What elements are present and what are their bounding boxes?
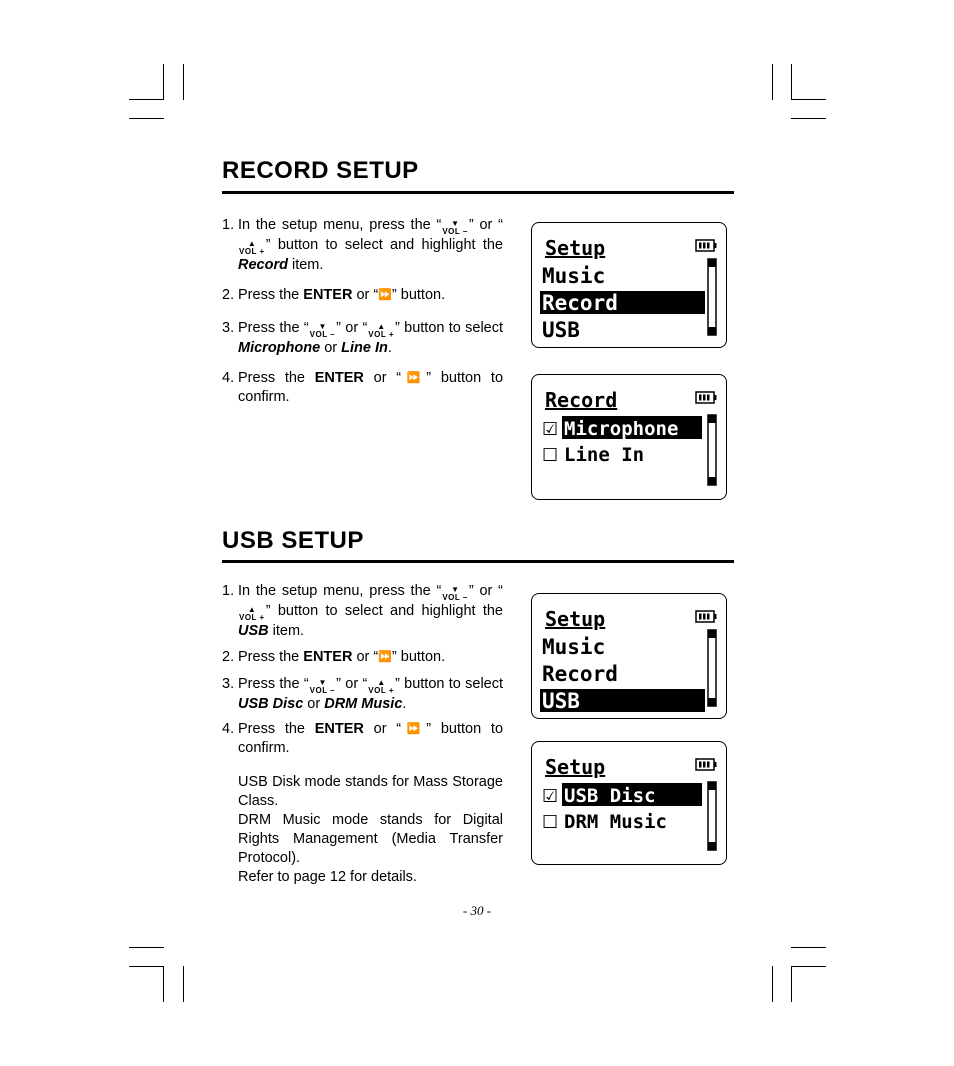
step-text (238, 216, 503, 276)
section-title-usb-setup: USB SETUP (222, 527, 364, 554)
step-2 (222, 286, 503, 306)
lcd-title: Setup (545, 607, 606, 631)
crop-mark (791, 64, 792, 100)
fast-forward-icon: ⏩ (378, 650, 392, 663)
section-rule (222, 191, 734, 194)
step-4 (222, 720, 503, 759)
text: ” or “ (336, 676, 368, 692)
page-number: - 30 - (462, 903, 492, 918)
lcd-menu-item: Music (542, 264, 606, 288)
crop-mark (129, 118, 164, 119)
lcd-menu-item: Music (542, 635, 606, 659)
step-text (238, 286, 503, 306)
step-1 (222, 216, 503, 276)
vol-label: VOL + (239, 613, 265, 622)
crop-mark (183, 64, 184, 100)
crop-mark (791, 118, 826, 119)
crop-mark (163, 966, 164, 1002)
step-3 (222, 675, 503, 715)
step-text (238, 582, 503, 642)
lcd-menu-item: Record (542, 291, 618, 315)
step-number: 2. (222, 648, 235, 665)
vol-down-icon (310, 679, 335, 695)
text: Press the “ (238, 320, 309, 336)
lcd-menu-item: USB (542, 689, 580, 713)
crop-mark (129, 966, 164, 967)
option-name: DRM Music (324, 696, 403, 712)
text: ” or “ (336, 320, 368, 336)
text: Press the (238, 369, 315, 386)
vol-label: VOL + (368, 686, 394, 695)
vol-up-icon (239, 606, 265, 622)
battery-icon (696, 611, 717, 622)
checkbox-empty-icon: ☐ (542, 812, 559, 833)
vol-down-icon (442, 586, 467, 602)
text: In the setup menu, press the “ (238, 583, 442, 599)
text: item. (268, 623, 305, 639)
lcd-title: Record (545, 388, 618, 412)
text: ” button to select (395, 676, 504, 692)
text: ” button. (391, 648, 446, 665)
text: ” button to confirm. (238, 720, 504, 756)
step-number: 4. (222, 720, 235, 737)
crop-mark (772, 966, 773, 1002)
crop-mark (791, 99, 826, 100)
checkbox-checked-icon: ☑ (542, 419, 559, 440)
enter-label: ENTER (303, 286, 353, 303)
usb-mode-notes (238, 773, 503, 887)
lcd-screen (531, 222, 727, 348)
arrow-down-icon: ▼ (318, 678, 327, 687)
text: In the setup menu, press the “ (238, 217, 442, 233)
fast-forward-icon: ⏩ (401, 371, 427, 384)
fast-forward-icon: ⏩ (378, 288, 392, 301)
step-1 (222, 582, 503, 642)
lcd-title: Setup (545, 236, 606, 260)
battery-icon (696, 759, 717, 770)
lcd-display (532, 742, 726, 864)
checkbox-checked-icon: ☑ (542, 786, 559, 807)
crop-mark (129, 947, 164, 948)
lcd-menu-item: Microphone (564, 418, 679, 440)
text: or “ (352, 648, 379, 665)
step-4 (222, 369, 503, 408)
lcd-screen (531, 741, 727, 865)
fast-forward-icon: ⏩ (401, 722, 427, 735)
scrollbar (708, 630, 716, 706)
step-text (238, 369, 503, 408)
crop-mark (772, 64, 773, 100)
text: ” button to select (395, 320, 504, 336)
crop-mark (791, 947, 826, 948)
enter-label: ENTER (314, 369, 364, 386)
text: item. (287, 257, 324, 273)
note-refer-page: Refer to page 12 for details. (238, 869, 417, 885)
step-text (238, 648, 503, 668)
crop-mark (163, 64, 164, 100)
lcd-title: Setup (545, 755, 606, 779)
text: or “ (363, 369, 402, 386)
text: ” button to select and highlight the (265, 603, 503, 619)
step-text (238, 720, 503, 759)
text: . (387, 340, 392, 356)
scrollbar (708, 259, 716, 335)
crop-mark (791, 966, 826, 967)
battery-icon (696, 240, 717, 251)
lcd-menu-item: Record (542, 662, 618, 686)
option-name: USB Disc (238, 696, 304, 712)
text: Press the “ (238, 676, 309, 692)
enter-label: ENTER (314, 720, 364, 737)
vol-up-icon (368, 679, 394, 695)
crop-mark (791, 966, 792, 1002)
record-setup-steps (222, 216, 503, 408)
step-text (238, 319, 503, 359)
step-text (238, 675, 503, 715)
section-title-record-setup: RECORD SETUP (222, 157, 419, 184)
step-number: 4. (222, 369, 235, 386)
text: ” button. (391, 286, 446, 303)
text: or “ (352, 286, 379, 303)
vol-up-icon (239, 240, 265, 256)
scrollbar (708, 782, 716, 850)
scrollbar (708, 415, 716, 485)
vol-label: VOL + (239, 247, 265, 256)
text: . (402, 696, 407, 712)
lcd-menu-item: USB (542, 318, 580, 342)
text: Press the (238, 286, 304, 303)
step-number: 1. (222, 583, 235, 599)
crop-mark (129, 99, 164, 100)
arrow-up-icon: ▲ (247, 605, 256, 614)
step-number: 3. (222, 676, 235, 692)
text: Press the (238, 648, 304, 665)
item-name: USB (238, 623, 269, 639)
option-name: Microphone (238, 340, 321, 356)
crop-mark (183, 966, 184, 1002)
item-name: Record (238, 257, 288, 273)
text: ” or “ (468, 217, 504, 233)
enter-label: ENTER (303, 648, 353, 665)
battery-icon (696, 392, 717, 403)
note-drm-music: DRM Music mode stands for Digital Rights Management (Media Transfer Protocol). (238, 812, 503, 866)
text: ” button to select and highlight the (265, 237, 503, 253)
vol-label: VOL – (442, 593, 468, 602)
lcd-screen (531, 374, 727, 500)
arrow-up-icon: ▲ (377, 322, 386, 331)
usb-setup-steps (222, 582, 503, 759)
lcd-menu-item: DRM Music (564, 811, 667, 833)
arrow-up-icon: ▲ (377, 678, 386, 687)
arrow-down-icon: ▼ (451, 219, 460, 228)
vol-label: VOL – (442, 227, 468, 236)
lcd-display (532, 375, 726, 499)
vol-label: VOL + (368, 330, 394, 339)
text: or (303, 696, 325, 712)
step-number: 2. (222, 286, 235, 303)
step-3 (222, 319, 503, 359)
section-rule (222, 560, 734, 563)
lcd-menu-item: Line In (564, 444, 645, 466)
vol-up-icon (368, 323, 394, 339)
option-name: Line In (341, 340, 388, 356)
step-2 (222, 648, 503, 668)
lcd-screen (531, 593, 727, 719)
text: or (320, 340, 342, 356)
step-number: 3. (222, 320, 235, 336)
lcd-menu-item: USB Disc (564, 785, 656, 807)
text: or “ (363, 720, 402, 737)
vol-down-icon (310, 323, 335, 339)
arrow-up-icon: ▲ (247, 239, 256, 248)
lcd-display (532, 594, 726, 718)
lcd-display (532, 223, 726, 347)
text: ” or “ (468, 583, 504, 599)
note-usb-disk: USB Disk mode stands for Mass Storage Class. (238, 774, 503, 809)
vol-label: VOL – (309, 330, 336, 339)
text: Press the (238, 720, 315, 737)
arrow-down-icon: ▼ (318, 322, 327, 331)
vol-down-icon (442, 220, 467, 236)
arrow-down-icon: ▼ (451, 585, 460, 594)
vol-label: VOL – (309, 686, 336, 695)
checkbox-empty-icon: ☐ (542, 445, 559, 466)
step-number: 1. (222, 217, 235, 233)
text: ” button to confirm. (238, 369, 504, 405)
